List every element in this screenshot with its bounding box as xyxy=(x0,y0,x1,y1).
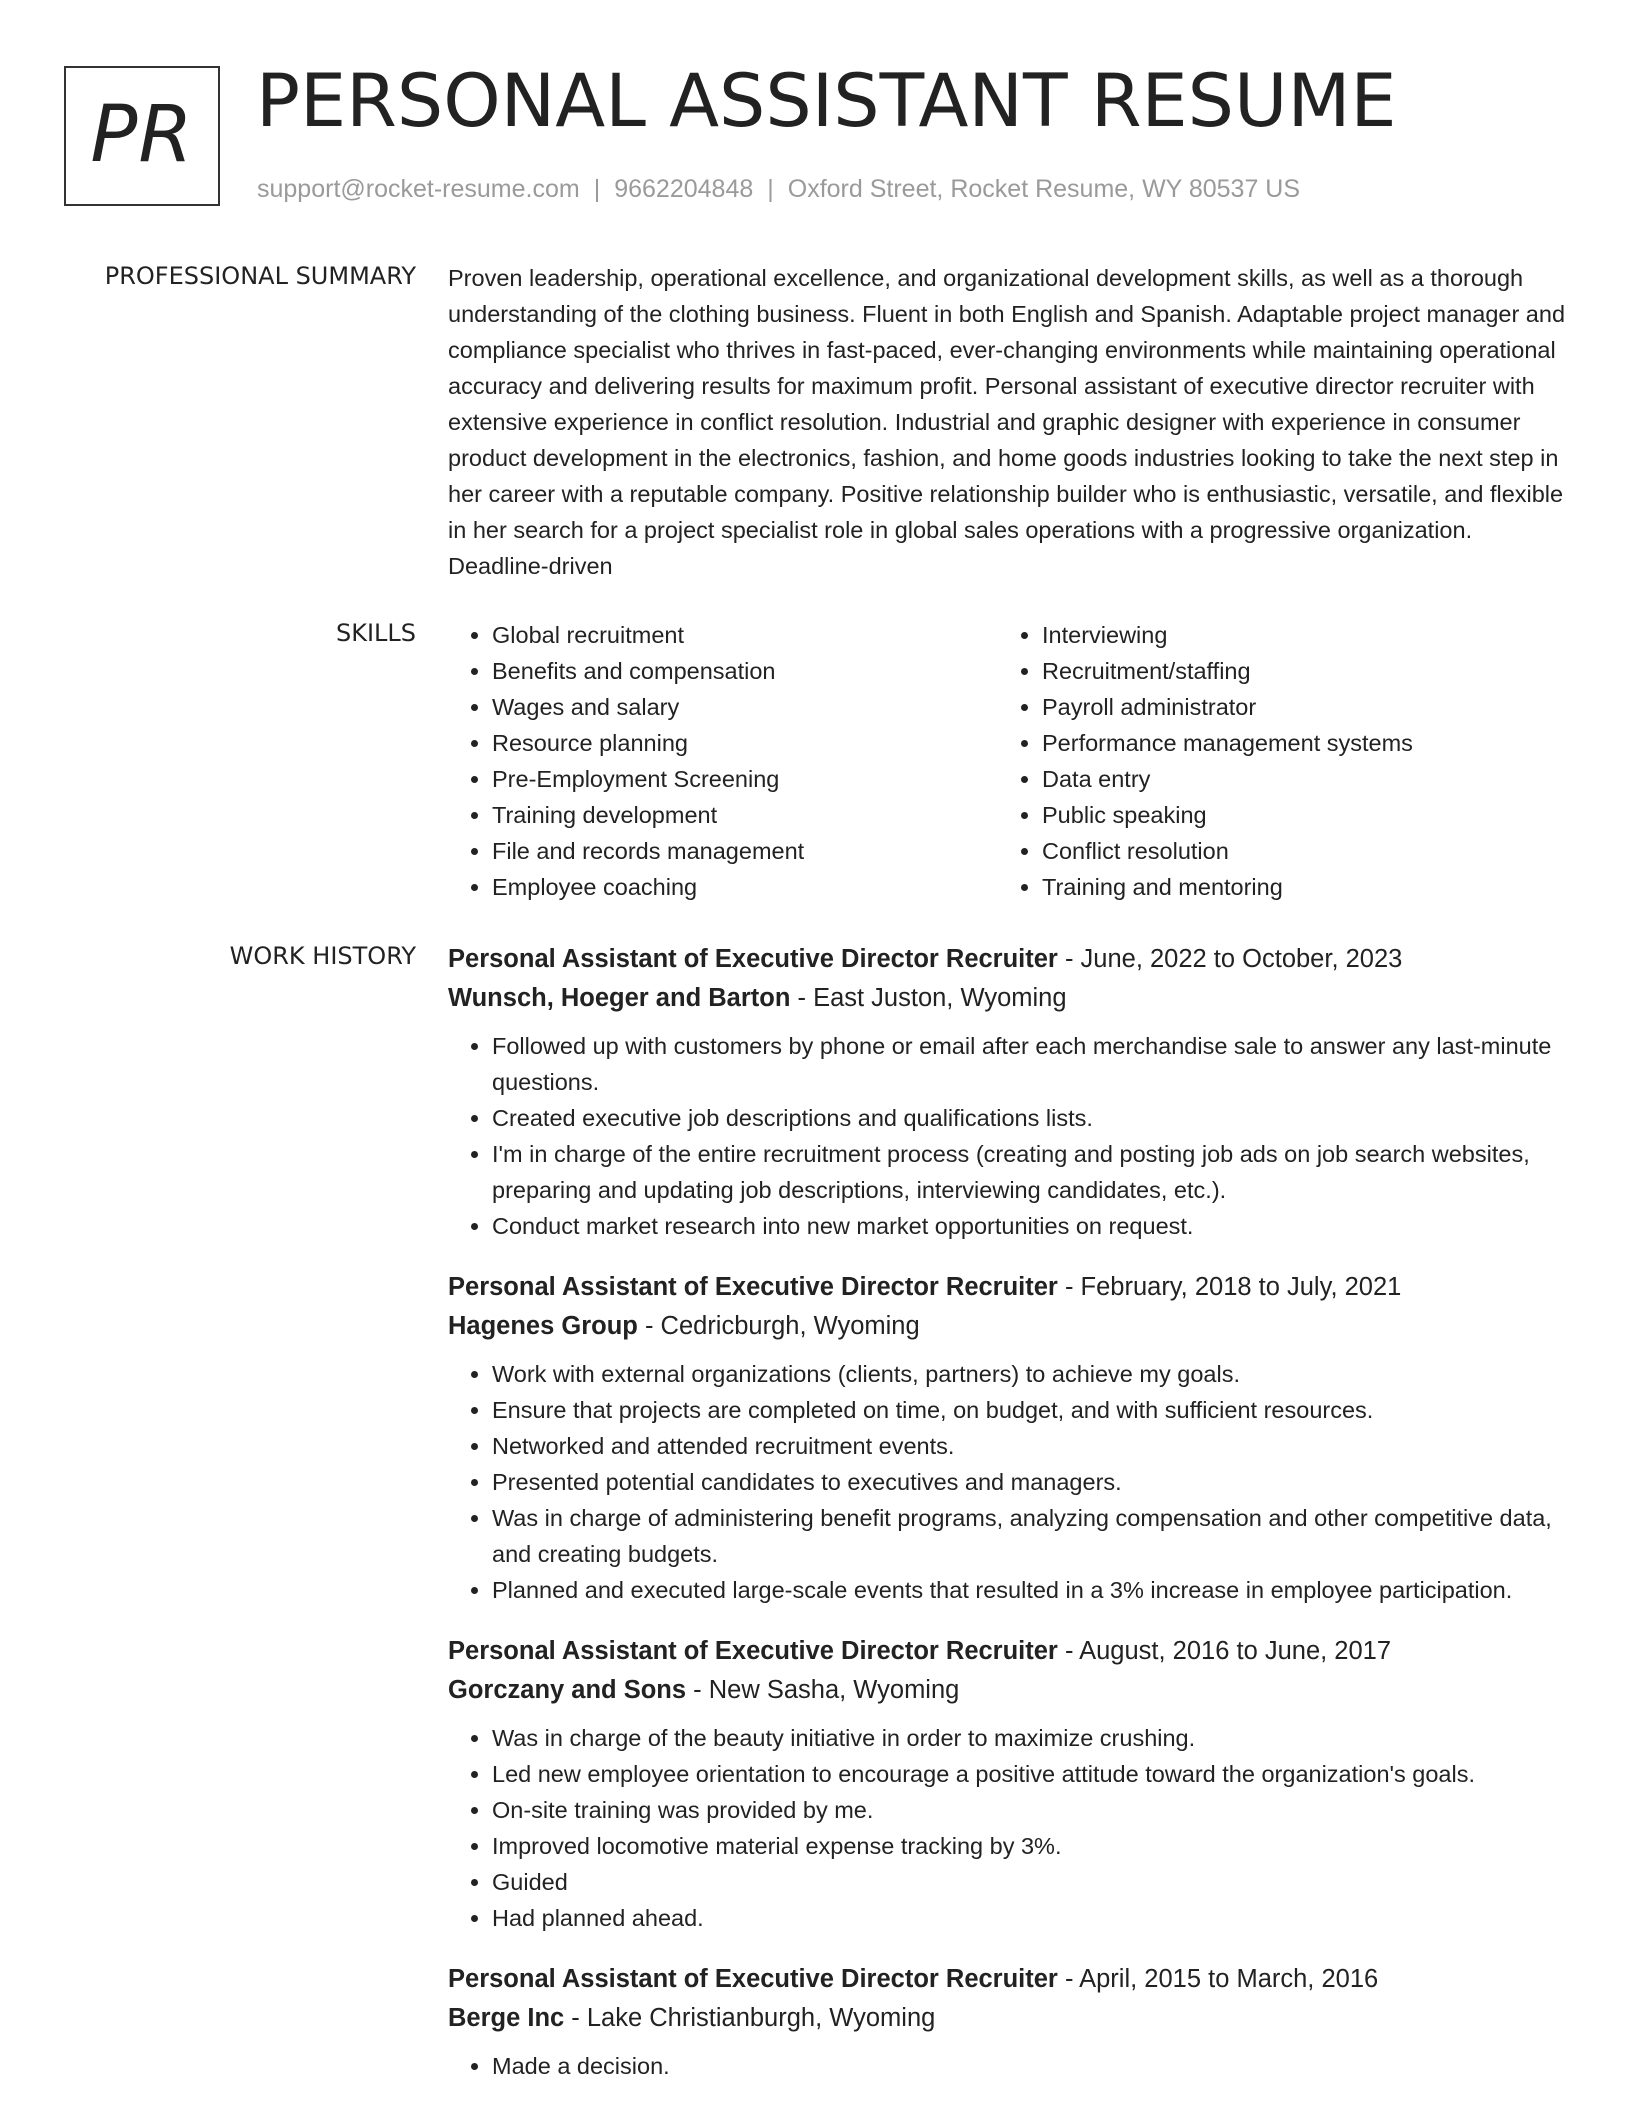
summary-label: PROFESSIONAL SUMMARY xyxy=(104,262,416,290)
skills-list-right xyxy=(998,617,1548,905)
job-dates: - April, 2015 to March, 2016 xyxy=(1057,1965,1379,1993)
job-title: Personal Assistant of Executive Director Recruiter xyxy=(448,1965,1058,1993)
job-title: Personal Assistant of Executive Director Recruiter xyxy=(448,1637,1058,1665)
skill-item: • Payroll administrator xyxy=(1042,689,1548,725)
job-title-line xyxy=(448,1960,1568,1999)
job-title: Personal Assistant of Executive Director Recruiter xyxy=(448,945,1058,973)
job-entry xyxy=(448,1632,1568,1936)
skill-item: • Employee coaching xyxy=(492,869,998,905)
summary-text: Proven leadership, operational excellence, and organizational development skills, as well as a thorough understanding of the clothing business. Fluent in both English and Spanish. Adaptable project manager and compliance specialist who thrives in fast-paced, ever-changing environments while maintaining operational accuracy and delivering results for maximum profit. Personal assistant of executive director recruiter with extensive experience in conflict resolution. Industrial and graphic designer with experience in consumer product development in the electronics, fashion, and home goods industries looking to take the next step in her career with a reputable company. Positive relationship builder who is enthusiastic, versatile, and flexible in her search for a project specialist role in global sales operations with a progressive organization. Deadline-driven xyxy=(448,265,1566,579)
skill-item: • Performance management systems xyxy=(1042,725,1548,761)
job-dates: - August, 2016 to June, 2017 xyxy=(1057,1637,1392,1665)
job-bullets xyxy=(448,2048,1568,2084)
skill-item: • Global recruitment xyxy=(492,617,998,653)
skills-columns xyxy=(448,617,1568,905)
skills-body xyxy=(448,617,1568,905)
job-title: Personal Assistant of Executive Director Recruiter xyxy=(448,1273,1058,1301)
job-bullet: • Was in charge of the beauty initiative in order to maximize crushing. xyxy=(492,1720,1568,1756)
job-bullet: • Ensure that projects are completed on time, on budget, and with sufficient resources. xyxy=(492,1392,1568,1428)
job-bullet: • On-site training was provided by me. xyxy=(492,1792,1568,1828)
contact-line xyxy=(257,175,1300,204)
monogram-initials: PR xyxy=(90,90,194,180)
job-bullet: • Had planned ahead. xyxy=(492,1900,1568,1936)
skill-item: • Benefits and compensation xyxy=(492,653,998,689)
skill-item: • Conflict resolution xyxy=(1042,833,1548,869)
job-company-line xyxy=(448,1671,1568,1710)
skill-item: • Wages and salary xyxy=(492,689,998,725)
job-bullets xyxy=(448,1356,1568,1608)
job-company-line xyxy=(448,979,1568,1018)
job-dates: - June, 2022 to October, 2023 xyxy=(1057,945,1403,973)
contact-address: Oxford Street, Rocket Resume, WY 80537 US xyxy=(787,175,1301,203)
job-company: Wunsch, Hoeger and Barton xyxy=(448,984,791,1012)
job-company-line xyxy=(448,1999,1568,2038)
contact-separator: | xyxy=(767,175,774,203)
skill-item: • File and records management xyxy=(492,833,998,869)
skill-item: • Public speaking xyxy=(1042,797,1548,833)
skill-item: • Pre-Employment Screening xyxy=(492,761,998,797)
job-bullet: • Work with external organizations (clients, partners) to achieve my goals. xyxy=(492,1356,1568,1392)
job-title-line xyxy=(448,1632,1568,1671)
job-title-line xyxy=(448,940,1568,979)
contact-phone[interactable]: 9662204848 xyxy=(614,175,754,203)
job-bullet: • Followed up with customers by phone or email after each merchandise sale to answer any last-minute questions. xyxy=(492,1028,1568,1100)
skill-item: • Recruitment/staffing xyxy=(1042,653,1548,689)
job-bullet: • I'm in charge of the entire recruitment process (creating and posting job ads on job search websites, preparing and updating job descriptions, interviewing candidates, etc.). xyxy=(492,1136,1568,1208)
skills-list-left xyxy=(448,617,998,905)
job-bullet: • Created executive job descriptions and qualifications lists. xyxy=(492,1100,1568,1136)
job-bullet: • Networked and attended recruitment events. xyxy=(492,1428,1568,1464)
skills-label: SKILLS xyxy=(335,619,416,647)
job-bullet: • Planned and executed large-scale events that resulted in a 3% increase in employee participation. xyxy=(492,1572,1568,1608)
contact-email[interactable]: support@rocket-resume.com xyxy=(257,175,580,203)
skill-item: • Training and mentoring xyxy=(1042,869,1548,905)
job-bullets xyxy=(448,1028,1568,1244)
job-bullet: • Made a decision. xyxy=(492,2048,1568,2084)
work-history-body xyxy=(448,940,1568,2108)
monogram-box xyxy=(64,66,220,206)
skill-item: • Training development xyxy=(492,797,998,833)
job-location: - Cedricburgh, Wyoming xyxy=(637,1312,920,1340)
job-bullet: • Guided xyxy=(492,1864,1568,1900)
job-location: - East Juston, Wyoming xyxy=(790,984,1067,1012)
job-location: - Lake Christianburgh, Wyoming xyxy=(564,2004,936,2032)
job-company: Gorczany and Sons xyxy=(448,1676,687,1704)
skill-item: • Interviewing xyxy=(1042,617,1548,653)
job-bullet: • Presented potential candidates to executives and managers. xyxy=(492,1464,1568,1500)
work-history-label: WORK HISTORY xyxy=(229,942,416,970)
skill-item: • Resource planning xyxy=(492,725,998,761)
job-title-line xyxy=(448,1268,1568,1307)
contact-separator: | xyxy=(593,175,601,203)
job-company: Hagenes Group xyxy=(448,1312,638,1340)
job-entry xyxy=(448,1960,1568,2084)
job-dates: - February, 2018 to July, 2021 xyxy=(1057,1273,1402,1301)
job-company-line xyxy=(448,1307,1568,1346)
skill-item: • Data entry xyxy=(1042,761,1548,797)
job-bullet: • Improved locomotive material expense tracking by 3%. xyxy=(492,1828,1568,1864)
job-location: - New Sasha, Wyoming xyxy=(686,1676,960,1704)
job-entry xyxy=(448,1268,1568,1608)
job-bullets xyxy=(448,1720,1568,1936)
job-bullet: • Conduct market research into new market opportunities on request. xyxy=(492,1208,1568,1244)
job-entry xyxy=(448,940,1568,1244)
job-bullet: • Led new employee orientation to encourage a positive attitude toward the organization's goals. xyxy=(492,1756,1568,1792)
job-company: Berge Inc xyxy=(448,2004,565,2032)
job-bullet: • Was in charge of administering benefit programs, analyzing compensation and other competitive data, and creating budgets. xyxy=(492,1500,1568,1572)
resume-title: PERSONAL ASSISTANT RESUME xyxy=(256,59,1397,144)
summary-body xyxy=(448,260,1568,584)
